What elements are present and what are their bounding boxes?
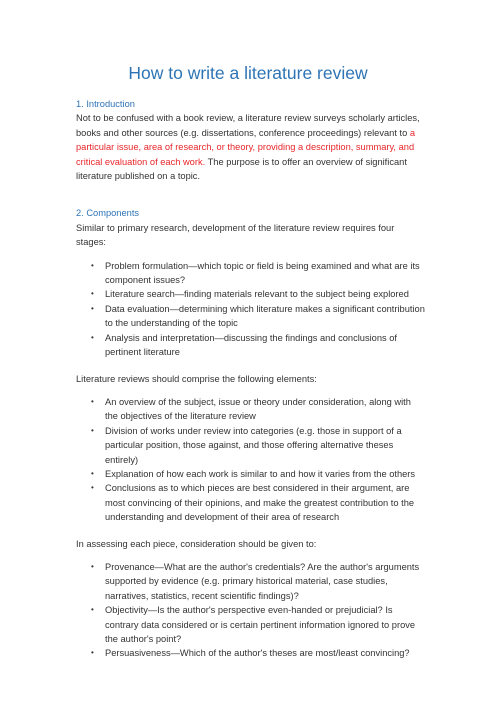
document-title: How to write a literature review [128,63,368,83]
section-heading-components: 2. Components [76,208,140,219]
bullet-icon: • [91,396,94,406]
list-item [91,646,426,660]
list-item [91,331,426,360]
list-item [91,481,426,524]
stages-intro: Similar to primary research, development of the literature review requires four stages: [76,222,395,248]
section-components [76,206,426,660]
bullet-icon: • [91,260,94,270]
criteria-list [76,560,426,661]
elements-intro: Literature reviews should comprise the following elements: [76,373,317,384]
list-item-text: Conclusions as to which pieces are best considered in their argument, are most convincing of their opinions, and make the greatest contribution to the understanding and development of their area of research [105,483,415,523]
list-item [91,603,426,646]
list-item-text: Explanation of how each work is similar to and how it varies from the others [105,468,416,479]
list-item-text: Persuasiveness—Which of the author's theses are most/least convincing? [105,648,410,659]
introduction-highlight: a particular issue, area of research, or theory, providing a description, summary, and critical evaluation of each work. [76,127,416,167]
list-item [91,302,426,331]
introduction-text-start: Not to be confused with a book review, a literature review surveys scholarly articles, books and other sources (e.g. dissertations, conference proceedings) relevant to [76,113,420,138]
stages-list [76,259,426,360]
bullet-icon: • [91,483,94,493]
list-item [91,467,426,481]
introduction-paragraph [76,111,426,183]
section-heading-introduction: 1. Introduction [76,99,135,109]
list-item-text: Division of works under review into categories (e.g. those in support of a particular position, those against, and those offering alternative theses entirely) [105,425,402,465]
list-item-text: An overview of the subject, issue or theory under consideration, along with the objectives of the literature review [105,396,411,422]
list-item-text: Literature search—finding materials relevant to the subject being explored [105,289,409,300]
section-introduction [76,97,426,183]
list-item-text: Data evaluation—determining which literature makes a significant contribution to the understanding of the topic [105,303,425,329]
elements-list [76,395,426,525]
bullet-icon: • [91,561,94,571]
introduction-text-end: The purpose is to offer an overview of significant literature published on a topic. [76,156,407,182]
document-body [76,97,426,670]
bullet-icon: • [91,468,94,478]
bullet-icon: • [91,425,94,435]
bullet-icon: • [91,303,94,313]
list-item [91,395,426,424]
bullet-icon: • [91,648,94,658]
list-item-text: Provenance—What are the author's credentials? Are the author's arguments supported by evidence (e.g. primary historical material, case studies, narratives, statistics, recent scientific findings)? [105,561,420,601]
bullet-icon: • [91,332,94,342]
bullet-icon: • [91,605,94,615]
list-item [91,424,426,467]
bullet-icon: • [91,289,94,299]
list-item [91,259,426,288]
list-item [91,287,426,301]
list-item-text: Analysis and interpretation—discussing the findings and conclusions of pertinent literature [105,332,397,358]
list-item [91,560,426,603]
list-item-text: Problem formulation—which topic or field is being examined and what are its component issues? [105,260,420,286]
list-item-text: Objectivity—Is the author's perspective even-handed or prejudicial? Is contrary data considered or is certain pertinent information ignored to prove the author's point? [105,605,416,644]
assessing-intro: In assessing each piece, consideration should be given to: [76,538,317,549]
